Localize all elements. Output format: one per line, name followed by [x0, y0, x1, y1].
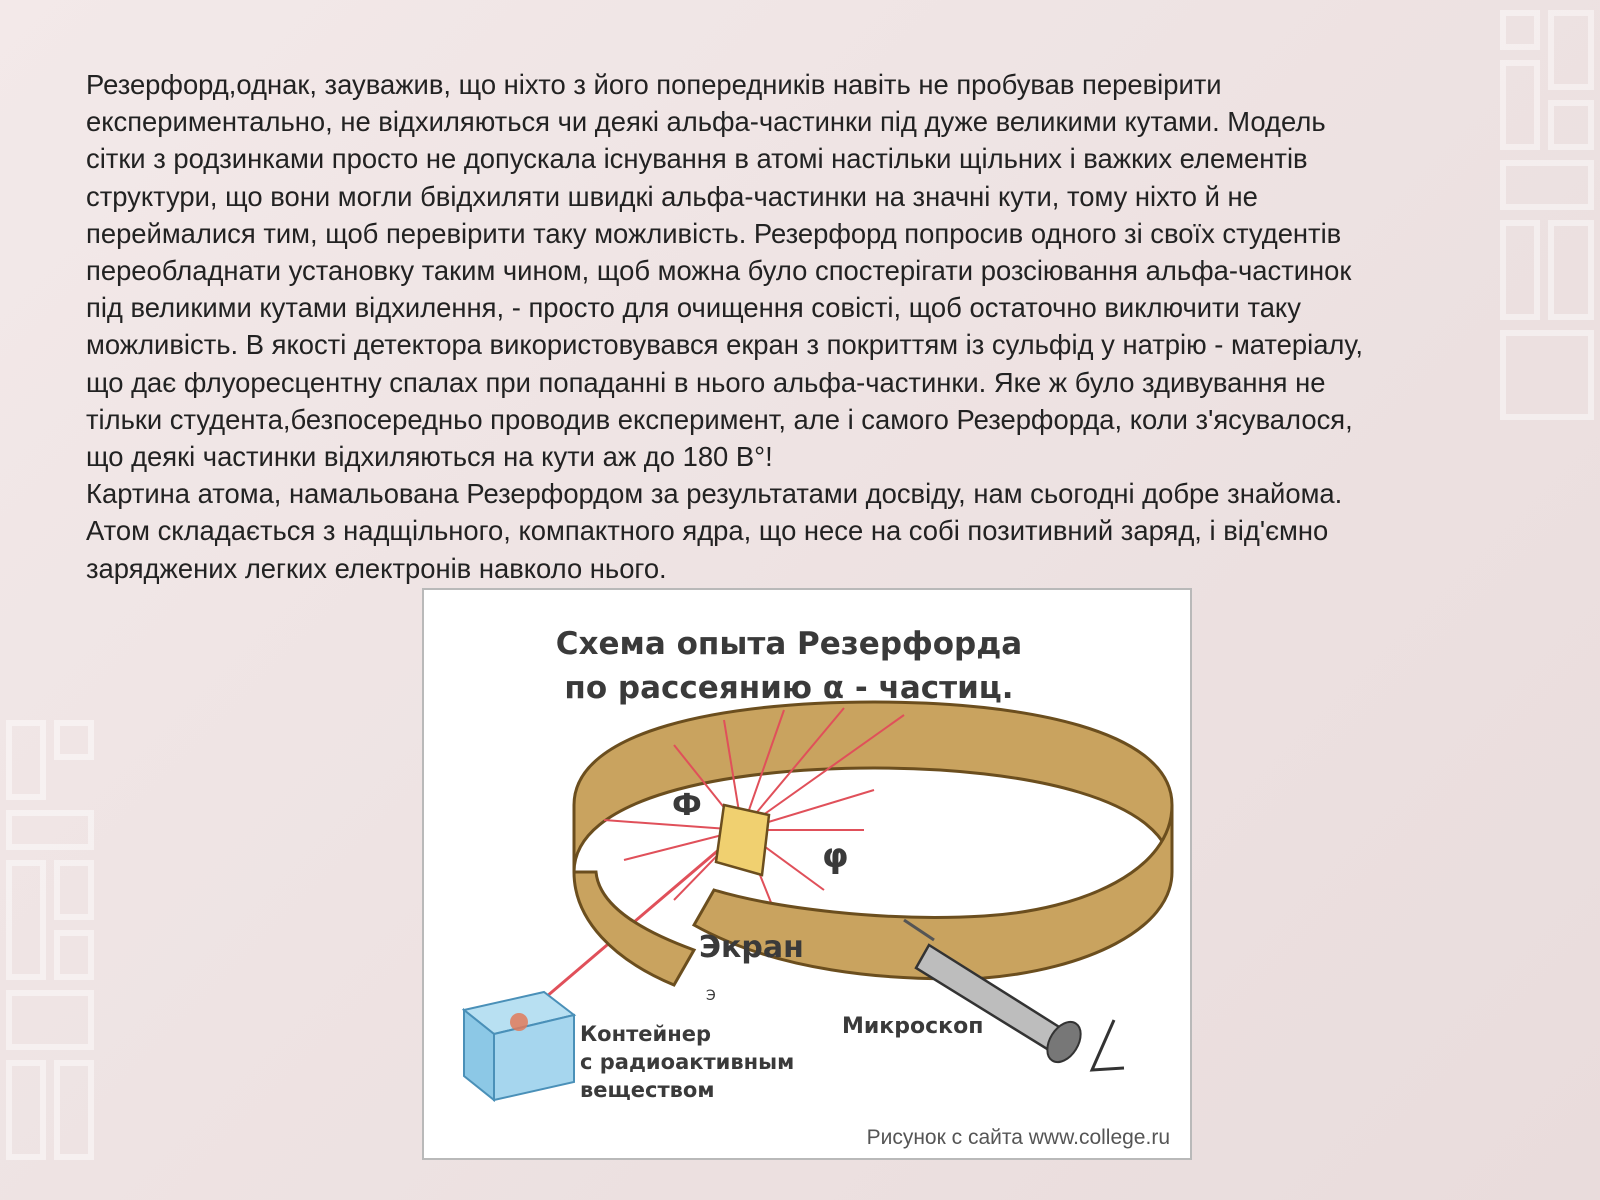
text-line: можливість. В якості детектора використовувався екран з покриттям із сульфід у натрію - матеріалу,: [86, 329, 1363, 361]
label-container-line1: Контейнер: [580, 1022, 712, 1046]
text-line: що деякі частинки відхиляються на кути аж до 180 В°!: [86, 441, 773, 473]
label-container-line3: веществом: [580, 1078, 715, 1102]
diagram-title-line2: по рассеянию α - частиц.: [564, 670, 1014, 706]
image-credit: Рисунок с сайта www.college.ru: [866, 1126, 1170, 1149]
text-line: структури, що вони могли бвідхиляти швидкі альфа-частинки на значні кути, тому ніхто й не: [86, 180, 1258, 212]
label-e: Э: [706, 988, 716, 1004]
gold-foil: [716, 805, 769, 875]
text-line: під великими кутами відхилення, - просто для очищення совісті, щоб остаточно виключити таку: [86, 292, 1301, 324]
text-line: що дає флуоресцентну спалах при попаданні в нього альфа-частинки. Яке ж було здивування не: [86, 366, 1326, 398]
radioactive-container: [464, 992, 574, 1100]
screen-back: [574, 702, 1172, 872]
text-line: Атом складається з надщільного, компактного ядра, що несе на собі позитивний заряд, і від'ємно: [86, 515, 1329, 547]
text-line: Картина атома, намальована Резерфордом за результатами досвіду, нам сьогодні добре знайома.: [86, 478, 1343, 510]
text-line: заряджених легких електронів навколо нього.: [86, 552, 667, 584]
label-screen: Экран: [699, 930, 804, 965]
label-foil: Ф: [672, 788, 702, 823]
body-text: [86, 66, 1546, 587]
text-line: тільки студента,безпосередньо проводив експеримент, але і самого Резерфорда, коли з'ясувалося,: [86, 403, 1353, 435]
label-phi: φ: [822, 836, 849, 876]
text-line: експериментально, не відхиляються чи деякі альфа-частинки під дуже великими кутами. Модель: [86, 106, 1326, 138]
label-container-line2: с радиоактивным: [580, 1050, 795, 1074]
label-microscope: Микроскоп: [842, 1014, 984, 1039]
rutherford-experiment-diagram: [422, 588, 1192, 1160]
diagram-title-line1: Схема опыта Резерфорда: [555, 626, 1023, 662]
decorative-pattern-left: [0, 700, 120, 1200]
text-line: сітки з родзинками просто не допускала існування в атомі настільки щільних і важких елементів: [86, 143, 1308, 175]
text-line: переймалися тим, щоб перевірити таку можливість. Резерфорд попросив одного зі своїх студентів: [86, 217, 1342, 249]
text-line: Резерфорд,однак, зауважив, що ніхто з його попередників навіть не пробував перевірити: [86, 69, 1222, 100]
screen-front-left: [574, 872, 694, 985]
text-line: переобладнати установку таким чином, щоб можна було спостерігати розсіювання альфа-частинок: [86, 255, 1352, 287]
